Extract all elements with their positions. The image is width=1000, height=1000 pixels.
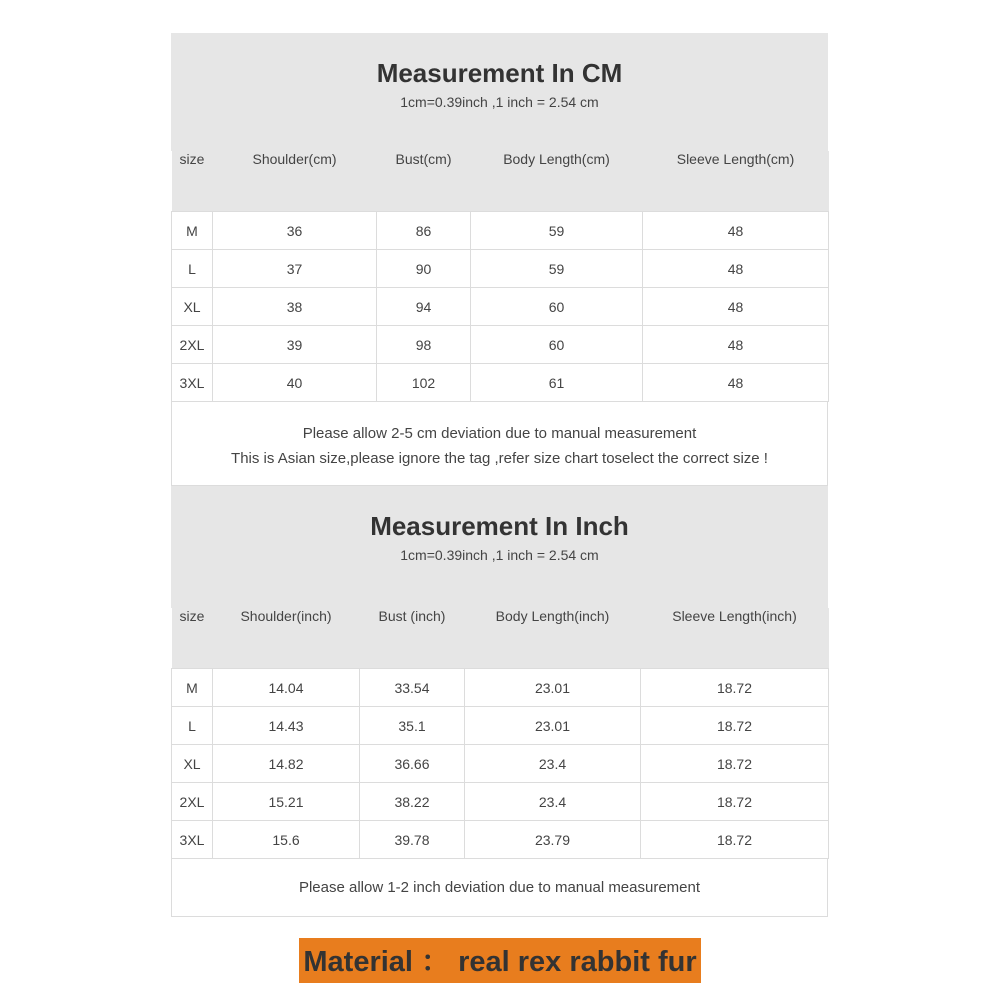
- inch-title: Measurement In Inch: [370, 511, 629, 541]
- inch-size-table: [171, 608, 829, 859]
- table-cell: 23.4: [465, 745, 641, 783]
- inch-header-size: size: [172, 608, 213, 669]
- table-cell: 33.54: [360, 669, 465, 707]
- inch-header-sleeve-length: Sleeve Length(inch): [641, 608, 829, 669]
- table-cell: 15.6: [213, 821, 360, 859]
- table-cell: 48: [643, 212, 829, 250]
- table-row: [172, 250, 829, 288]
- table-cell: 48: [643, 364, 829, 402]
- table-cell: L: [172, 250, 213, 288]
- table-cell: 98: [377, 326, 471, 364]
- inch-section-header: [171, 486, 828, 608]
- table-row: [172, 288, 829, 326]
- table-cell: 23.4: [465, 783, 641, 821]
- table-cell: 86: [377, 212, 471, 250]
- table-cell: 23.01: [465, 669, 641, 707]
- table-row: [172, 821, 829, 859]
- table-cell: 23.01: [465, 707, 641, 745]
- table-row: [172, 364, 829, 402]
- table-cell: 59: [471, 212, 643, 250]
- table-cell: 61: [471, 364, 643, 402]
- cm-header-body-length: Body Length(cm): [471, 151, 643, 212]
- table-cell: 37: [213, 250, 377, 288]
- table-cell: 40: [213, 364, 377, 402]
- table-cell: 3XL: [172, 821, 213, 859]
- table-cell: 102: [377, 364, 471, 402]
- cm-header-sleeve-length: Sleeve Length(cm): [643, 151, 829, 212]
- inch-notes: [171, 859, 828, 917]
- cm-header-bust: Bust(cm): [377, 151, 471, 212]
- cm-note-asian-size: This is Asian size,please ignore the tag ,refer size chart toselect the correct size !: [231, 450, 768, 467]
- cm-title: Measurement In CM: [376, 58, 623, 88]
- table-cell: 90: [377, 250, 471, 288]
- table-cell: 48: [643, 326, 829, 364]
- cm-notes: [171, 402, 828, 486]
- inch-header-bust: Bust (inch): [360, 608, 465, 669]
- inch-header-row: [172, 608, 829, 669]
- table-cell: 18.72: [641, 707, 829, 745]
- table-cell: 60: [471, 326, 643, 364]
- table-cell: XL: [172, 745, 213, 783]
- cm-size-table: [171, 151, 829, 402]
- table-cell: M: [172, 669, 213, 707]
- table-cell: 18.72: [641, 821, 829, 859]
- table-cell: M: [172, 212, 213, 250]
- inch-header-body-length: Body Length(inch): [465, 608, 641, 669]
- table-cell: 39: [213, 326, 377, 364]
- cm-header-row: [172, 151, 829, 212]
- table-cell: 48: [643, 250, 829, 288]
- table-cell: 18.72: [641, 783, 829, 821]
- table-cell: 14.04: [213, 669, 360, 707]
- table-cell: 2XL: [172, 326, 213, 364]
- table-cell: 14.43: [213, 707, 360, 745]
- table-row: [172, 212, 829, 250]
- table-row: [172, 707, 829, 745]
- table-cell: 15.21: [213, 783, 360, 821]
- table-cell: 14.82: [213, 745, 360, 783]
- table-row: [172, 783, 829, 821]
- table-cell: 59: [471, 250, 643, 288]
- table-cell: 48: [643, 288, 829, 326]
- inch-note-deviation: Please allow 1-2 inch deviation due to manual measurement: [298, 879, 701, 896]
- cm-header-shoulder: Shoulder(cm): [213, 151, 377, 212]
- table-cell: 3XL: [172, 364, 213, 402]
- inch-header-shoulder: Shoulder(inch): [213, 608, 360, 669]
- cm-section-header: [171, 33, 828, 151]
- inch-subtitle: 1cm=0.39inch ,1 inch = 2.54 cm: [400, 547, 599, 563]
- size-chart-sheet: [171, 33, 828, 917]
- material-label: Material ： real rex rabbit fur: [299, 938, 700, 983]
- table-cell: 23.79: [465, 821, 641, 859]
- table-cell: 35.1: [360, 707, 465, 745]
- table-cell: 38: [213, 288, 377, 326]
- material-banner: [0, 938, 1000, 983]
- table-cell: 94: [377, 288, 471, 326]
- table-row: [172, 669, 829, 707]
- table-cell: 18.72: [641, 669, 829, 707]
- table-cell: L: [172, 707, 213, 745]
- table-cell: 60: [471, 288, 643, 326]
- table-cell: 39.78: [360, 821, 465, 859]
- cm-subtitle: 1cm=0.39inch ,1 inch = 2.54 cm: [400, 94, 599, 110]
- table-cell: 36: [213, 212, 377, 250]
- table-cell: 18.72: [641, 745, 829, 783]
- cm-note-deviation: Please allow 2-5 cm deviation due to manual measurement: [302, 425, 697, 442]
- table-row: [172, 326, 829, 364]
- table-cell: 38.22: [360, 783, 465, 821]
- table-cell: 2XL: [172, 783, 213, 821]
- cm-header-size: size: [172, 151, 213, 212]
- table-cell: 36.66: [360, 745, 465, 783]
- table-cell: XL: [172, 288, 213, 326]
- table-row: [172, 745, 829, 783]
